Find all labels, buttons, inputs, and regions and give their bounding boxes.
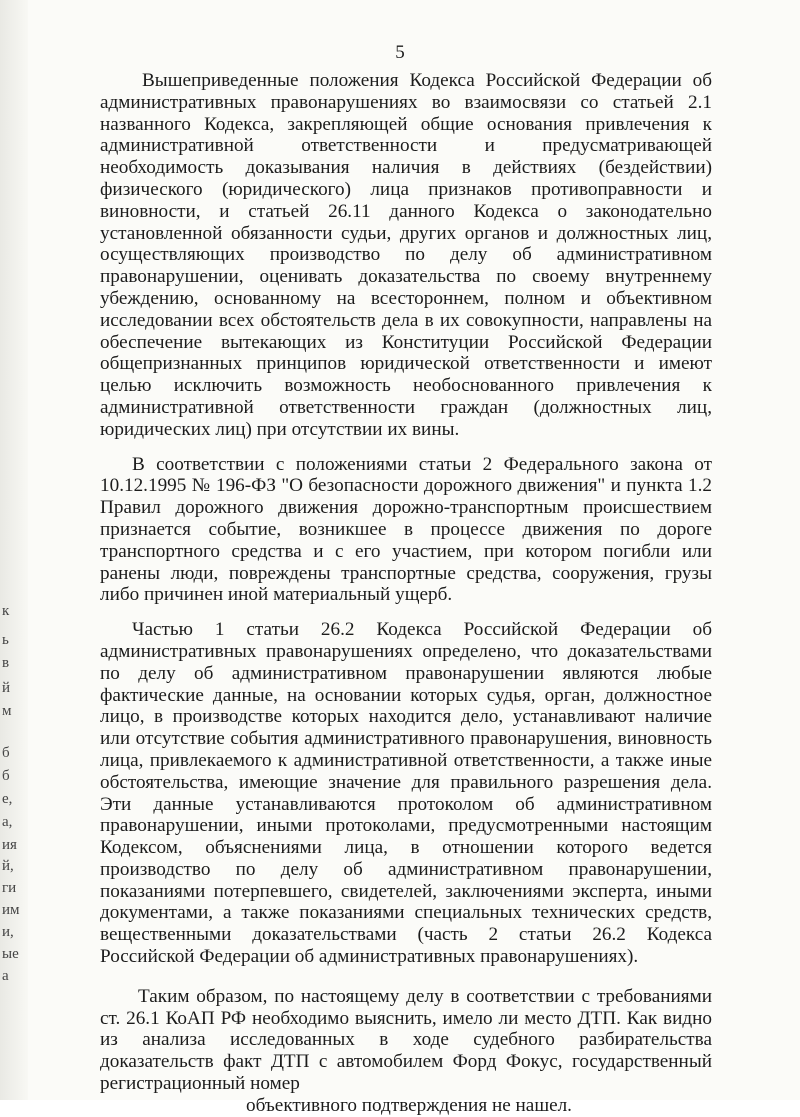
bleed-fragment: а (2, 968, 9, 984)
bleed-fragment: ые (2, 946, 19, 962)
paragraph-evidence: Частью 1 статьи 26.2 Кодекса Российской Федерации об административных правонарушениях определено, что доказательствами по делу об административном правонарушении являются любые фактические данные, на основании которых судья, орган, должностное лицо, в производстве которых находится дело, устанавливают наличие или отсутствие события административного правонарушения, виновность лица, привлекаемого к административной ответственности, а также иные обстоятельства, имеющие значение для правильного разрешения дела. Эти данные устанавливаются протоколом об административном правонарушении, иными протоколами, предусмотренными настоящим Кодексом, объяснениями лица, в отношении которого ведется производство по делу об административном правонарушении, показаниями потерпевшего, свидетелей, заключениями эксперта, иными документами, а также показаниями специальных технических средств, вещественными доказательствами (часть 2 статьи 26.2 Кодекса Российской Федерации об административных правонарушениях). (100, 619, 712, 968)
paragraph-road-accident-definition: В соответствии с положениями статьи 2 Федерального закона от 10.12.1995 № 196-ФЗ "О безопасности дорожного движения" и пункта 1.2 Правил дорожного движения дорожно-транспортным происшествием признается событие, возникшее в процессе движения по дороге транспортного средства и с его участием, при котором погибли или ранены люди, повреждены транспортные средства, сооружения, грузы либо причинен иной материальный ущерб. (100, 453, 712, 606)
bleed-fragment: а, (2, 814, 13, 830)
conclusion-text: Таким образом, по настоящему делу в соответствии с требованиями ст. 26.1 КоАП РФ необходимо выяснить, имело ли место ДТП. Как видно из анализа исследованных в ходе судебного разбирательства доказательств факт ДТП с автомобилем Форд Фокус, государственный регистрационный номер (100, 985, 712, 1095)
adjacent-page-bleed (0, 0, 30, 1100)
bleed-fragment: ь (2, 632, 9, 648)
paragraph-legal-principles: Вышеприведенные положения Кодекса Российской Федерации об административных правонарушениях во взаимосвязи со статьей 2.1 названного Кодекса, закрепляющей общие основания привлечения к административной ответственности и предусматривающей необходимость доказывания наличия в действиях (бездействии) физического (юридического) лица признаков противоправности и виновности, и статьей 26.11 данного Кодекса о законодательно установленной обязанности судьи, других органов и должностных лиц, осуществляющих производство по делу об административном правонарушении, оценивать доказательства по своему внутреннему убеждению, основанному на всестороннем, полном и объективном исследовании всех обстоятельств дела в их совокупности, направлены на обеспечение вытекающих из Конституции Российской Федерации общепризнанных принципов юридической ответственности и имеют целью исключить возможность необоснованного привлечения к административной ответственности граждан (должностных лиц, юридических лиц) при отсутствии их вины. (100, 70, 712, 440)
bleed-fragment: б (2, 745, 10, 761)
bleed-fragment: е, (2, 791, 13, 807)
bleed-fragment: ия (2, 837, 17, 853)
bleed-fragment: й, (2, 858, 14, 874)
document-body (100, 70, 712, 1117)
page-number: 5 (395, 42, 405, 63)
bleed-fragment: им (2, 902, 20, 918)
bleed-fragment: в (2, 655, 10, 671)
bleed-fragment: й (2, 680, 11, 696)
bleed-fragment: ги (2, 880, 17, 896)
bleed-fragment: м (2, 703, 12, 719)
paragraph-conclusion (100, 986, 712, 1117)
bleed-fragment: и, (2, 924, 14, 940)
conclusion-tail: объективного подтверждения не нашел. (246, 1094, 572, 1116)
bleed-fragment: к (2, 603, 10, 619)
bleed-fragment: б (2, 768, 10, 784)
